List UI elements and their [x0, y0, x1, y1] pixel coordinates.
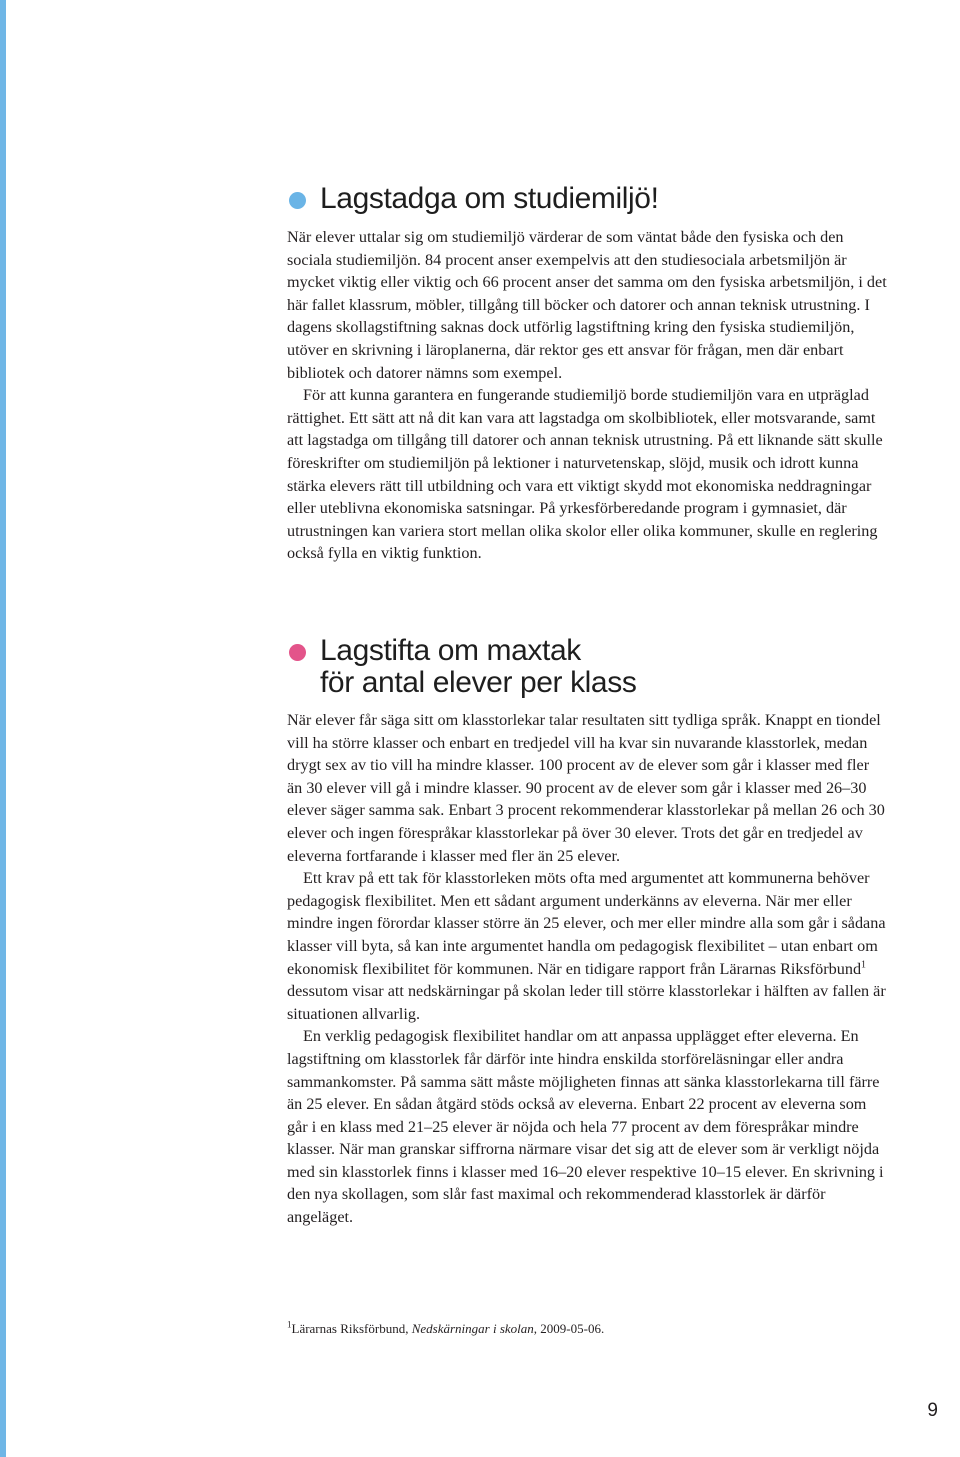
section-studiemiljo: [287, 183, 887, 565]
heading-line-2: för antal elever per klass: [320, 666, 637, 699]
section-heading: [287, 635, 887, 699]
paragraph-text: Ett krav på ett tak för klasstorleken möts ofta med argumentet att kommunerna behöver pedagogisk flexibilitet. Men ett sådant argument underkänns av eleverna. När mer eller mindre ingen förordar klasser större än 25 elever, och mer eller mindre alla som går i sådana klasser vill byta, så kan inte argumentet handla om pedagogisk flexibilitet – utan enbart om ekonomisk flexibilitet för kommunen. När en tidigare rapport från Lärarnas Riksförbund: [287, 869, 886, 978]
body-paragraph: När elever uttalar sig om studiemiljö värderar de som väntat både den fysiska och den sociala studiemiljön. 84 procent anser exempelvis att den studiesociala arbetsmiljön är mycket viktig eller viktig och 66 procent anser det samma om den fysiska arbetsmiljön, i det här fallet klassrum, möbler, tillgång till böcker och datorer och annan teknisk utrustning. I dagens skollagstiftning saknas dock utförlig lagstiftning kring den fysiska studiemiljön, utöver en skrivning i läroplanerna, där rektor ges ett ansvar för frågan, men där enbart bibliotek och datorer nämns som exempel.: [287, 228, 887, 382]
footnote-title: Nedskärningar i skolan: [411, 1321, 534, 1336]
footnote: [287, 1321, 604, 1337]
body-paragraph: [287, 867, 887, 1025]
footnote-number: 1: [287, 1319, 292, 1330]
footnote-author: Lärarnas Riksförbund,: [291, 1321, 412, 1336]
page-number: 9: [927, 1400, 938, 1421]
bullet-dot-icon: [289, 644, 306, 661]
page-edge-bar: [0, 0, 6, 1457]
heading-text: Lagstadga om studiemiljö!: [320, 182, 659, 215]
body-paragraph: För att kunna garantera en fungerande studiemiljö borde studiemiljön vara en utpräglad rättighet. Ett sätt att nå dit kan vara att lagstadga om skolbibliotek, eller motsvarande, samt att lagstadga om tillgång till datorer och annan teknisk utrustning. På ett liknande sätt skulle föreskrifter om studiemiljön på lektioner i naturvetenskap, slöjd, musik och idrott kunna stärka elevers rätt till utbildning och vara ett viktigt skydd mot ekonomiska neddragningar eller uteblivna ekonomiska satsningar. På yrkesförberedande program i gymnasiet, där utrustningen kan variera stort mellan olika skolor eller olika kommuner, skulle en reglering också fylla en viktig funktion.: [287, 386, 883, 563]
body-paragraph: När elever får säga sitt om klasstorlekar talar resultaten sitt tydliga språk. Knappt en tiondel vill ha större klasser och enbart en tredjedel vill ha kvar sin nuvarande klasstorlek, medan drygt sex av tio vill ha mindre klasser. 100 procent av de elever som går i klasser med fler än 30 elever vill gå i mindre klasser. 90 procent av de elever som går i klasser med 26–30 elever säger samma sak. Enbart 3 procent rekommenderar klasstorlekar på mellan 26 och 30 elever och ingen förespråkar klasstorlekar på över 30 elever. Trots det går en tredjedel av eleverna fortfarande i klasser med fler än 25 elever.: [287, 711, 885, 865]
section-klasstorlek: [287, 635, 887, 1229]
paragraph-text: dessutom visar att nedskärningar på skolan leder till större klasstorlekar i hälften av fallen är situationen allvarlig.: [287, 982, 886, 1023]
footnote-reference[interactable]: 1: [861, 959, 867, 971]
heading-line-1: Lagstifta om maxtak: [320, 634, 581, 667]
body-paragraph: En verklig pedagogisk flexibilitet handlar om att anpassa upplägget efter eleverna. En lagstiftning om klasstorlek får därför inte hindra enskilda storföreläsningar eller andra sammankomster. På samma sätt måste möjligheten finnas att sänka klasstorlekarna till färre än 25 elever. En sådan åtgärd stöds också av eleverna. Enbart 22 procent av eleverna som går i en klass med 21–25 elever är nöjda och hela 77 procent av dem förespråkar mindre klasser. När man granskar siffrorna närmare visar det sig att de elever som är verkligt nöjda med sin klasstorlek finns i klasser med 16–20 elever respektive 10–15 elever. En skrivning i den nya skollagen, som slår fast maximal och rekommenderad klasstorlek är därför angeläget.: [287, 1027, 884, 1227]
bullet-dot-icon: [289, 192, 306, 209]
section-heading: [287, 183, 887, 215]
footnote-date: , 2009-05-06.: [533, 1321, 605, 1336]
